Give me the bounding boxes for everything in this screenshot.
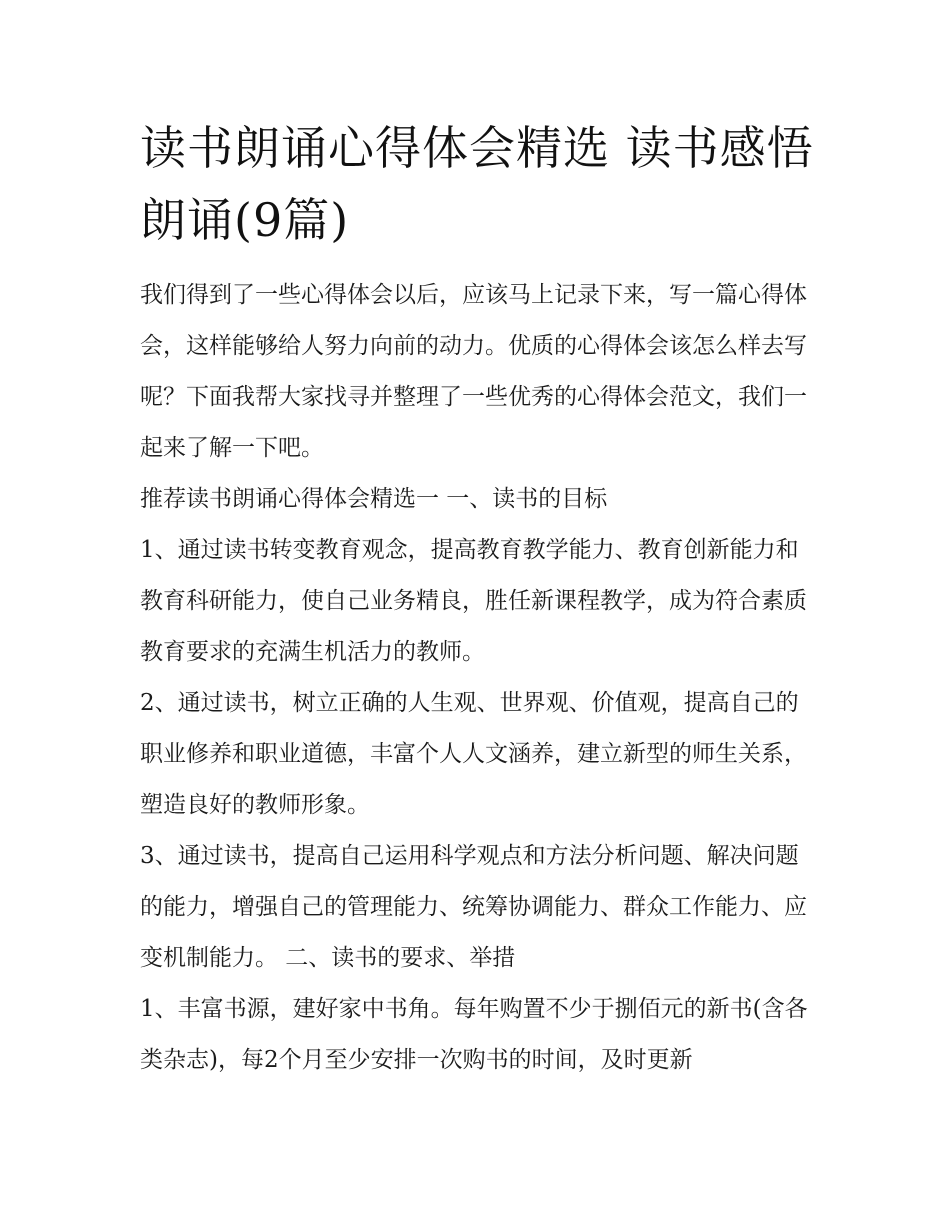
document-content (140, 112, 818, 1086)
requirement-item-1: 1、丰富书源，建好家中书角。每年购置不少于捌佰元的新书(含各类杂志)，每2个月至少安排一次购书的时间，及时更新 (140, 996, 808, 1073)
document-title: 读书朗诵心得体会精选 读书感悟朗诵(9篇) (140, 121, 814, 247)
goal-item-1: 1、通过读书转变教育观念，提高教育教学能力、教育创新能力和教育科研能力，使自己业务精良，胜任新课程教学，成为符合素质教育要求的充满生机活力的教师。 (140, 537, 807, 665)
goal-item-3: 3、通过读书，提高自己运用科学观点和方法分析问题、解决问题的能力，增强自己的管理能力、统筹协调能力、群众工作能力、应变机制能力。 二、读书的要求、举措 (140, 843, 807, 971)
goal-item-2: 2、通过读书，树立正确的人生观、世界观、价值观，提高自己的职业修养和职业道德，丰富个人人文涵养，建立新型的师生关系，塑造良好的教师形象。 (140, 690, 807, 818)
intro-paragraph: 我们得到了一些心得体会以后，应该马上记录下来，写一篇心得体会，这样能够给人努力向前的动力。优质的心得体会该怎么样去写呢？下面我帮大家找寻并整理了一些优秀的心得体会范文，我们一起来了解一下吧。 (140, 282, 807, 461)
document-body (140, 270, 818, 1086)
section-heading: 推荐读书朗诵心得体会精选一 一、读书的目标 (140, 486, 608, 512)
